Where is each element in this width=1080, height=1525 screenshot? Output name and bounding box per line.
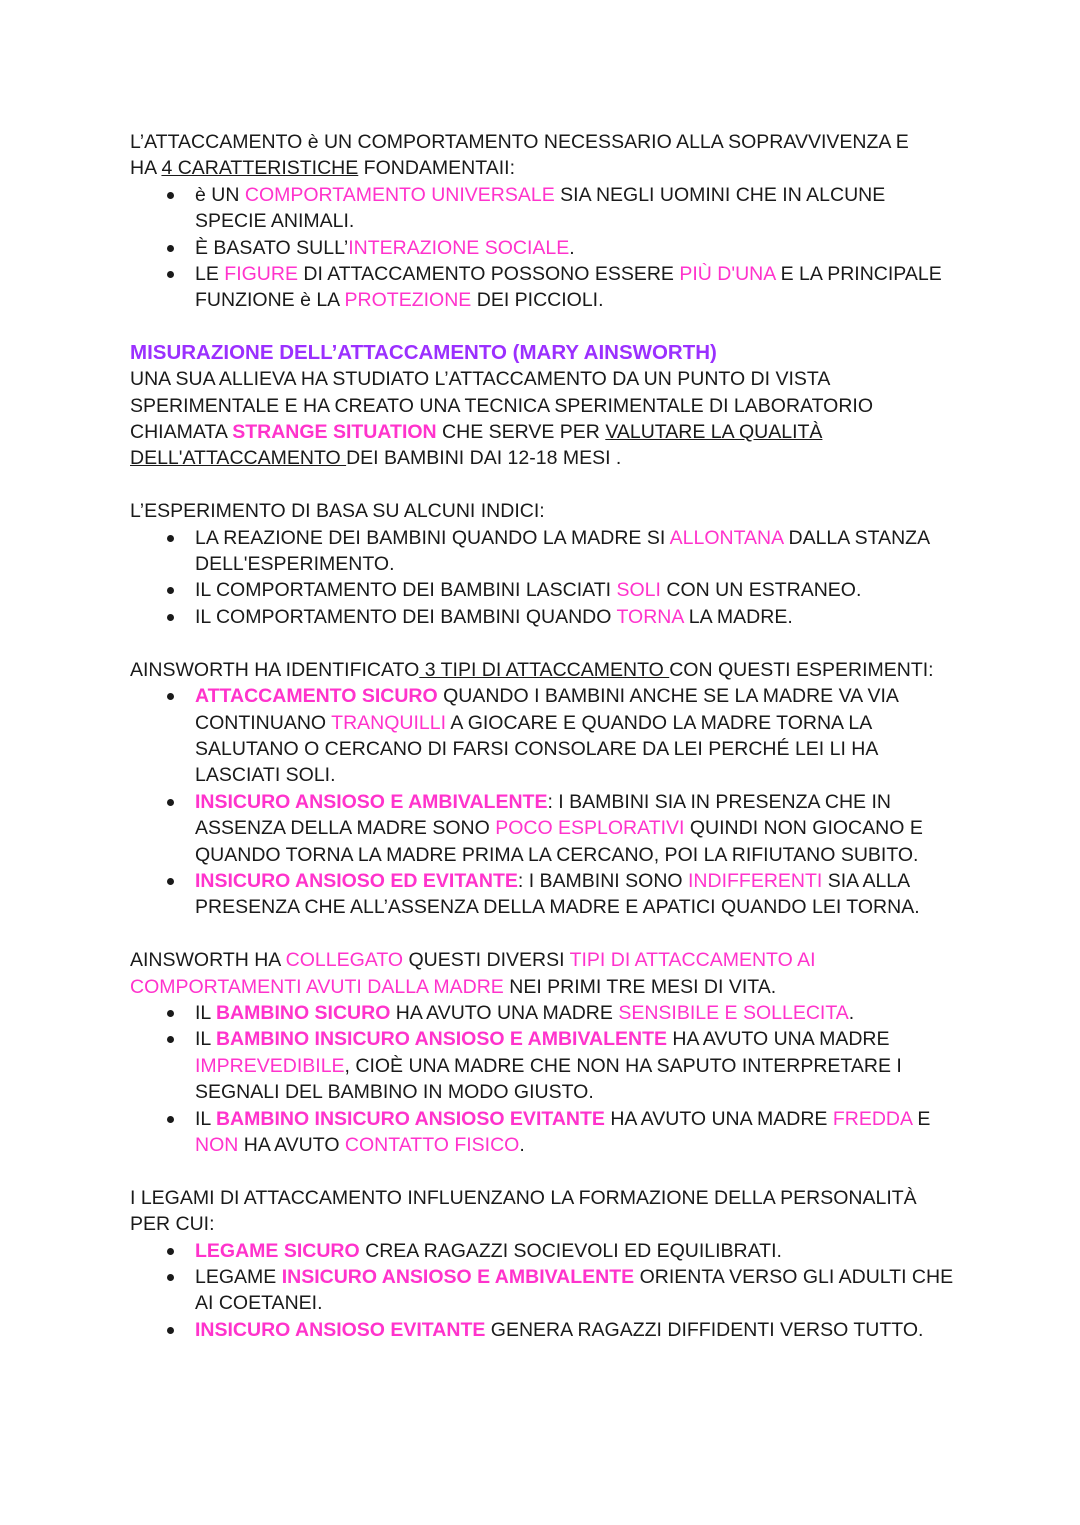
types-list [130, 683, 960, 921]
bullet-icon [167, 1010, 174, 1017]
list-item: IL BAMBINO SICURO HA AVUTO UNA MADRE SENSIBILE E SOLLECITA. [130, 1000, 960, 1026]
bullet-icon [167, 192, 174, 199]
section-heading: MISURAZIONE DELL’ATTACCAMENTO (MARY AINSWORTH) [130, 340, 717, 364]
bonds-list [130, 1238, 960, 1344]
list-item: LE FIGURE DI ATTACCAMENTO POSSONO ESSERE PIÙ D'UNA E LA PRINCIPALE FUNZIONE è LA PROTEZIONE DEI PICCIOLI. [130, 261, 960, 314]
bonds-intro: I LEGAMI DI ATTACCAMENTO INFLUENZANO LA FORMAZIONE DELLA PERSONALITÀ PER CUI: [130, 1186, 917, 1236]
strange-situation-paragraph: UNA SUA ALLIEVA HA STUDIATO L’ATTACCAMENTO DA UN PUNTO DI VISTA SPERIMENTALE E HA CREATO UNA TECNICA SPERIMENTALE DI LABORATORIO CHIAMATA STRANGE SITUATION CHE SERVE PER VALUTARE LA QUALITÀ DELL'ATTACCAMENTO DEI BAMBINI DAI 12-18 MESI . [130, 368, 873, 470]
list-item: INSICURO ANSIOSO EVITANTE GENERA RAGAZZI DIFFIDENTI VERSO TUTTO. [130, 1317, 960, 1343]
bullet-icon [167, 1036, 174, 1043]
bullet-icon [167, 1116, 174, 1123]
list-item: LA REAZIONE DEI BAMBINI QUANDO LA MADRE SI ALLONTANA DALLA STANZA DELL'ESPERIMENTO. [130, 525, 960, 578]
mothers-intro: AINSWORTH HA COLLEGATO QUESTI DIVERSI TIPI DI ATTACCAMENTO AI COMPORTAMENTI AVUTI DALLA MADRE NEI PRIMI TRE MESI DI VITA. [130, 949, 816, 998]
bullet-icon [167, 1274, 174, 1281]
bullet-icon [167, 245, 174, 252]
list-item: è UN COMPORTAMENTO UNIVERSALE SIA NEGLI UOMINI CHE IN ALCUNE SPECIE ANIMALI. [130, 182, 960, 235]
list-item: LEGAME INSICURO ANSIOSO E AMBIVALENTE ORIENTA VERSO GLI ADULTI CHE AI COETANEI. [130, 1264, 960, 1317]
bullet-icon [167, 799, 174, 806]
bullet-icon [167, 271, 174, 278]
bullet-icon [167, 587, 174, 594]
bullet-icon [167, 1327, 174, 1334]
bullet-icon [167, 535, 174, 542]
experiment-intro: L’ESPERIMENTO DI BASA SU ALCUNI INDICI: [130, 500, 545, 523]
list-item: ATTACCAMENTO SICURO QUANDO I BAMBINI ANCHE SE LA MADRE VA VIA CONTINUANO TRANQUILLI A GIOCARE E QUANDO LA MADRE TORNA LA SALUTANO O CERCANO DI FARSI CONSOLARE DA LEI PERCHÉ LEI LI HA LASCIATI SOLI. [130, 683, 960, 789]
list-item: IL BAMBINO INSICURO ANSIOSO EVITANTE HA AVUTO UNA MADRE FREDDA E NON HA AVUTO CONTATTO FISICO. [130, 1106, 960, 1159]
underlined-term: 4 CARATTERISTICHE [161, 157, 359, 180]
list-item: IL BAMBINO INSICURO ANSIOSO E AMBIVALENTE HA AVUTO UNA MADRE IMPREVEDIBILE, CIOÈ UNA MADRE CHE NON HA SAPUTO INTERPRETARE I SEGNALI DEL BAMBINO IN MODO GIUSTO. [130, 1026, 960, 1105]
traits-list [130, 182, 960, 314]
list-item: IL COMPORTAMENTO DEI BAMBINI LASCIATI SOLI CON UN ESTRANEO. [130, 577, 960, 603]
intro-paragraph: L’ATTACCAMENTO è UN COMPORTAMENTO NECESSARIO ALLA SOPRAVVIVENZA E HA 4 CARATTERISTICHE FONDAMENTAII: [130, 131, 909, 180]
types-intro: AINSWORTH HA IDENTIFICATO 3 TIPI DI ATTACCAMENTO CON QUESTI ESPERIMENTI: [130, 658, 934, 681]
bullet-icon [167, 878, 174, 885]
list-item: INSICURO ANSIOSO ED EVITANTE: I BAMBINI SONO INDIFFERENTI SIA ALLA PRESENZA CHE ALL’ASSENZA DELLA MADRE E APATICI QUANDO LEI TORNA. [130, 868, 960, 921]
list-item: LEGAME SICURO CREA RAGAZZI SOCIEVOLI ED EQUILIBRATI. [130, 1238, 960, 1264]
bullet-icon [167, 1248, 174, 1255]
mothers-list [130, 1000, 960, 1158]
list-item: È BASATO SULL’INTERAZIONE SOCIALE. [130, 235, 960, 261]
bullet-icon [167, 614, 174, 621]
list-item: INSICURO ANSIOSO E AMBIVALENTE: I BAMBINI SIA IN PRESENZA CHE IN ASSENZA DELLA MADRE SONO POCO ESPLORATIVI QUINDI NON GIOCANO E QUANDO TORNA LA MADRE PRIMA LA CERCANO, POI LA RIFIUTANO SUBITO. [130, 789, 960, 868]
list-item: IL COMPORTAMENTO DEI BAMBINI QUANDO TORNA LA MADRE. [130, 604, 960, 630]
experiment-list [130, 525, 960, 631]
bullet-icon [167, 693, 174, 700]
document-page [130, 129, 960, 1343]
